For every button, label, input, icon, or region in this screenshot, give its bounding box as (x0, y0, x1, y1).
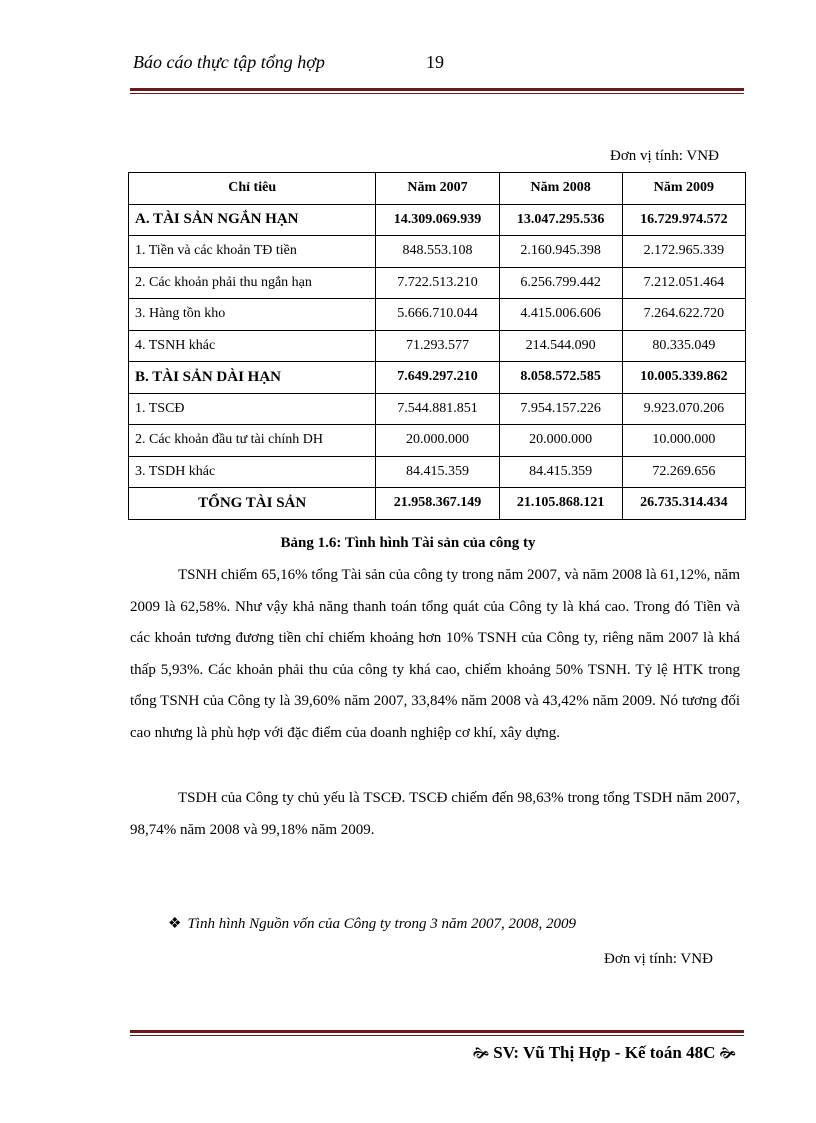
table-row-total (129, 488, 746, 520)
table-row (129, 299, 746, 331)
cell-2008: 8.058.572.585 (499, 362, 622, 394)
cell-2007: 14.309.069.939 (376, 204, 499, 236)
cell-2008: 4.415.006.606 (499, 299, 622, 331)
report-title: Báo cáo thực tập tổng hợp (133, 52, 325, 72)
cell-2008: 13.047.295.536 (499, 204, 622, 236)
ornament-icon: 🙞 (719, 1046, 736, 1062)
row-label: 4. TSNH khác (129, 330, 376, 362)
page-footer (469, 1043, 740, 1068)
table-row (129, 362, 746, 394)
column-header: Năm 2007 (376, 173, 499, 205)
row-label: 1. TSCĐ (129, 393, 376, 425)
diamond-bullet-icon: ❖ (168, 916, 182, 932)
cell-2007: 84.415.359 (376, 456, 499, 488)
cell-2008: 84.415.359 (499, 456, 622, 488)
row-label: B. TÀI SẢN DÀI HẠN (129, 362, 376, 394)
unit-label-bottom: Đơn vị tính: VNĐ (604, 951, 713, 967)
column-header: Chỉ tiêu (129, 173, 376, 205)
footer-rule (130, 1030, 744, 1036)
cell-2009: 26.735.314.434 (622, 488, 745, 520)
paragraph-long-term-assets (130, 783, 740, 846)
cell-2007: 7.649.297.210 (376, 362, 499, 394)
table-header-row (129, 173, 746, 205)
section-heading-text: Tình hình Nguồn vốn của Công ty trong 3 năm 2007, 2008, 2009 (187, 916, 577, 932)
cell-2008: 2.160.945.398 (499, 236, 622, 268)
cell-2009: 10.005.339.862 (622, 362, 745, 394)
cell-2009: 2.172.965.339 (622, 236, 745, 268)
paragraph-text: TSDH của Công ty chủ yếu là TSCĐ. TSCĐ chiếm đến 98,63% trong tổng TSDH năm 2007, 98,74% năm 2008 và 99,18% năm 2009. (130, 790, 740, 838)
table-row (129, 236, 746, 268)
cell-2009: 7.212.051.464 (622, 267, 745, 299)
cell-2007: 848.553.108 (376, 236, 499, 268)
row-label: 2. Các khoản phải thu ngắn hạn (129, 267, 376, 299)
column-header: Năm 2008 (499, 173, 622, 205)
cell-2007: 5.666.710.044 (376, 299, 499, 331)
cell-2009: 10.000.000 (622, 425, 745, 457)
row-label: 2. Các khoản đầu tư tài chính DH (129, 425, 376, 457)
page-header (130, 52, 744, 78)
column-header: Năm 2009 (622, 173, 745, 205)
paragraph-text: TSNH chiếm 65,16% tổng Tài sản của công ty trong năm 2007, và năm 2008 là 61,12%, năm 2009 là 62,58%. Như vậy khả năng thanh toán tổng quát của Công ty là khá cao. Trong đó Tiền và các khoản tương đương tiền chỉ chiếm khoảng hơn 10% TSNH của Công ty, riêng năm 2007 là khá thấp 5,93%. Các khoản phải thu của công ty khá cao, chiếm khoảng 50% TSNH. Tỷ lệ HTK trong tổng TSNH của Công ty là 39,60% năm 2007, 33,84% năm 2008 và 43,42% năm 2009. Nó tương đối cao nhưng là phù hợp với đặc điểm của doanh nghiệp cơ khí, xây dựng. (130, 567, 740, 741)
table-row (129, 456, 746, 488)
cell-2009: 72.269.656 (622, 456, 745, 488)
page-number: 19 (426, 52, 444, 72)
unit-label-top: Đơn vị tính: VNĐ (610, 148, 719, 164)
row-label: 1. Tiền và các khoản TĐ tiền (129, 236, 376, 268)
cell-2009: 7.264.622.720 (622, 299, 745, 331)
section-heading (168, 914, 576, 933)
cell-2008: 7.954.157.226 (499, 393, 622, 425)
table-row (129, 330, 746, 362)
row-label: A. TÀI SẢN NGẮN HẠN (129, 204, 376, 236)
cell-2009: 16.729.974.572 (622, 204, 745, 236)
assets-table (128, 172, 746, 520)
paragraph-assets (130, 560, 740, 749)
table-row (129, 267, 746, 299)
row-label: TỔNG TÀI SẢN (129, 488, 376, 520)
cell-2007: 71.293.577 (376, 330, 499, 362)
cell-2007: 7.544.881.851 (376, 393, 499, 425)
cell-2008: 21.105.868.121 (499, 488, 622, 520)
footer-text: SV: Vũ Thị Hợp - Kế toán 48C (493, 1043, 716, 1062)
table-row (129, 393, 746, 425)
cell-2008: 20.000.000 (499, 425, 622, 457)
table-caption: Bảng 1.6: Tình hình Tài sản của công ty (280, 535, 536, 551)
row-label: 3. Hàng tồn kho (129, 299, 376, 331)
table-row (129, 204, 746, 236)
cell-2008: 214.544.090 (499, 330, 622, 362)
cell-2007: 7.722.513.210 (376, 267, 499, 299)
row-label: 3. TSDH khác (129, 456, 376, 488)
cell-2009: 9.923.070.206 (622, 393, 745, 425)
header-rule (130, 88, 744, 94)
cell-2009: 80.335.049 (622, 330, 745, 362)
cell-2007: 21.958.367.149 (376, 488, 499, 520)
ornament-icon: 🙞 (472, 1046, 490, 1062)
table-row (129, 425, 746, 457)
cell-2008: 6.256.799.442 (499, 267, 622, 299)
cell-2007: 20.000.000 (376, 425, 499, 457)
